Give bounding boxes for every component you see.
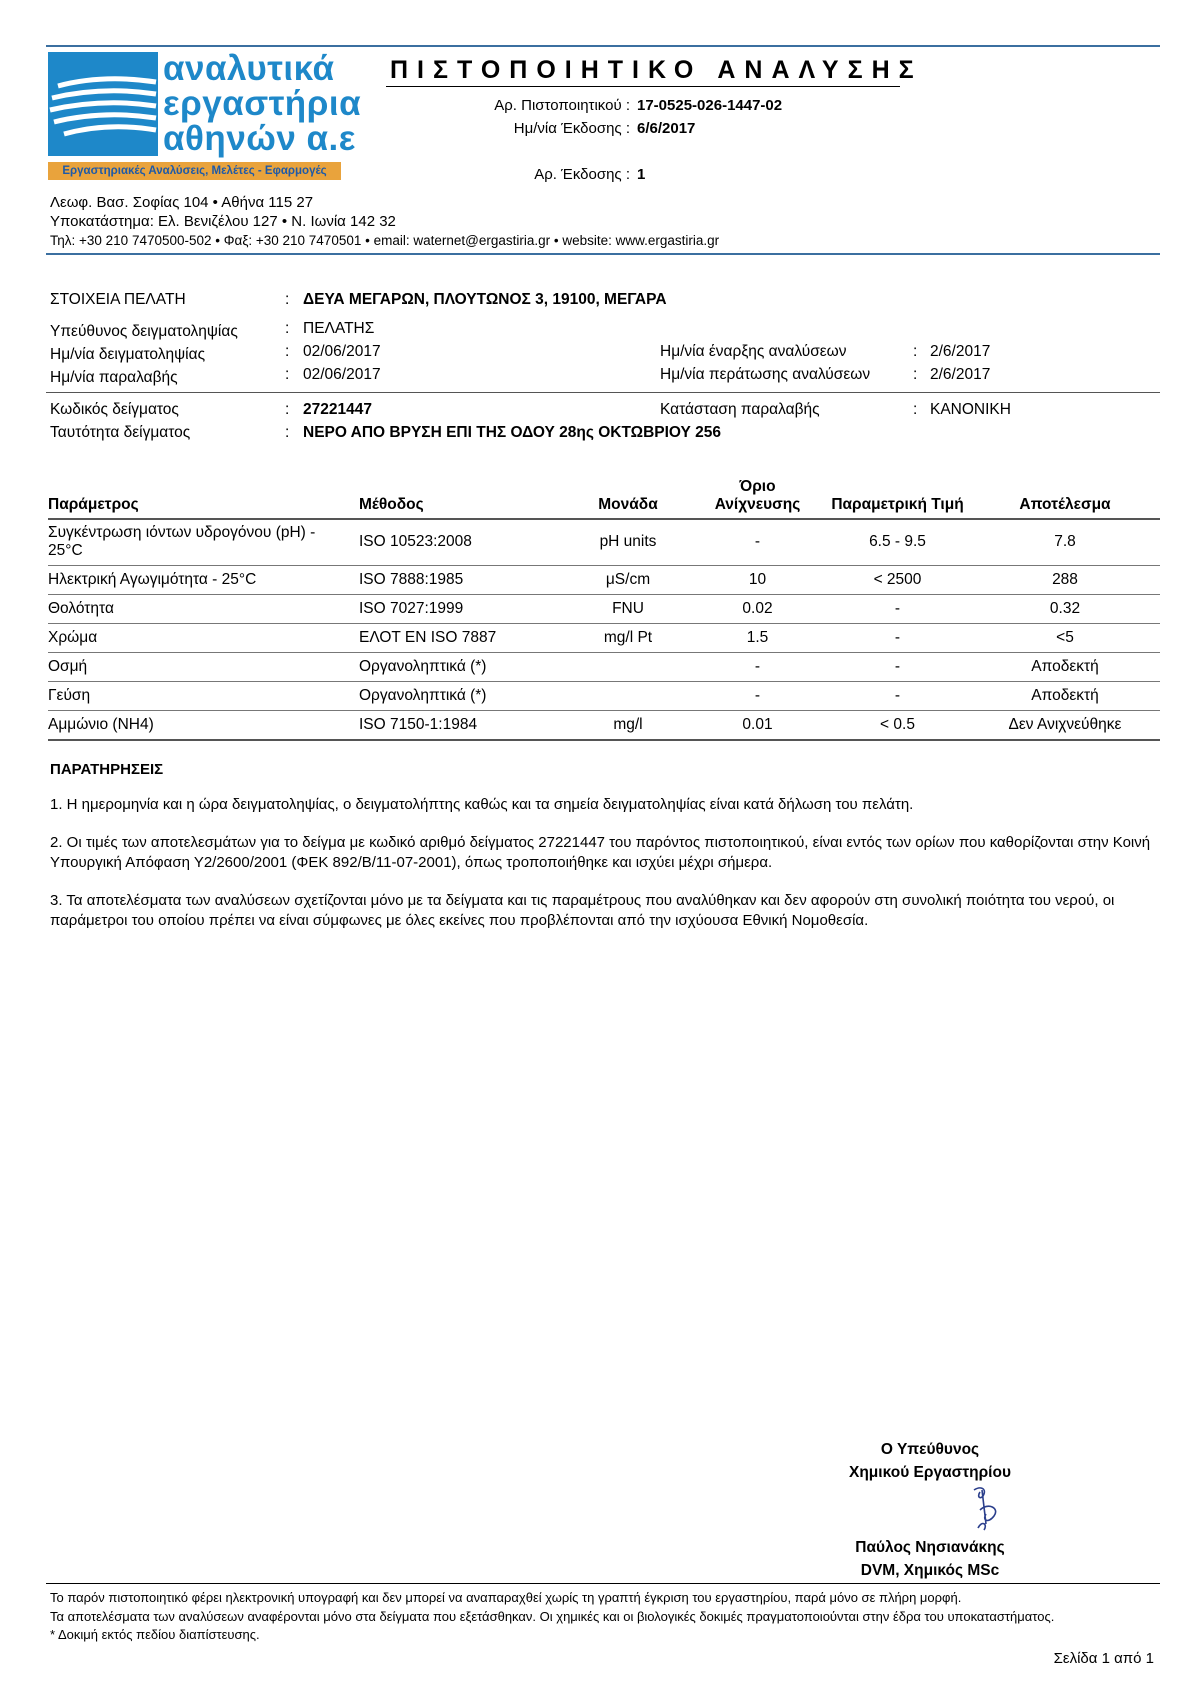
cell-method: ISO 7888:1985 bbox=[359, 565, 566, 594]
cell-limit: - bbox=[690, 652, 825, 681]
cell-method: ISO 7150-1:1984 bbox=[359, 710, 566, 740]
cell-unit: μS/cm bbox=[566, 565, 690, 594]
cell-param-value: < 2500 bbox=[825, 565, 970, 594]
cell-param: Οσμή bbox=[48, 652, 359, 681]
signature-name: Παύλος Νησιανάκης bbox=[855, 1539, 1005, 1556]
cell-result: 0.32 bbox=[970, 594, 1160, 623]
cell-limit: 10 bbox=[690, 565, 825, 594]
cell-limit: - bbox=[690, 519, 825, 565]
receipt-date-value: 02/06/2017 bbox=[303, 366, 381, 383]
logo-line-3: αθηνών α.ε bbox=[163, 119, 356, 158]
cell-result: 7.8 bbox=[970, 519, 1160, 565]
client-colon: : bbox=[285, 291, 290, 308]
header-limit-line-2: Ανίχνευσης bbox=[714, 496, 801, 513]
cell-unit: pH units bbox=[566, 519, 690, 565]
sampling-date-label: Ημ/νία δειγματοληψίας bbox=[50, 346, 206, 363]
cell-limit: 1.5 bbox=[690, 623, 825, 652]
footer-line-1: Το παρόν πιστοποιητικό φέρει ηλεκτρονική υπογραφή και δεν μπορεί να αναπαραχθεί χωρίς τη γραπτή έγκριση του εργαστηρίου, παρά μόνο σε πλήρη μορφή. bbox=[50, 1590, 962, 1605]
cell-param-value: < 0.5 bbox=[825, 710, 970, 740]
end-date-colon: : bbox=[913, 366, 918, 383]
receipt-status-label: Κατάσταση παραλαβής bbox=[660, 401, 820, 418]
results-header-row bbox=[48, 478, 1160, 519]
issue-no-value: 1 bbox=[637, 166, 646, 183]
address-line-2: Υποκατάστημα: Ελ. Βενιζέλου 127 • Ν. Ιωνία 142 32 bbox=[50, 213, 396, 230]
sample-code-value: 27221447 bbox=[303, 401, 372, 418]
sampler-colon: : bbox=[285, 320, 290, 337]
client-label: ΣΤΟΙΧΕΙΑ ΠΕΛΑΤΗ bbox=[50, 291, 186, 308]
cell-limit: 0.01 bbox=[690, 710, 825, 740]
header-unit: Μονάδα bbox=[566, 478, 690, 519]
cell-result: Αποδεκτή bbox=[970, 681, 1160, 710]
start-date-value: 2/6/2017 bbox=[930, 343, 991, 360]
cell-result: 288 bbox=[970, 565, 1160, 594]
cell-param-value: - bbox=[825, 681, 970, 710]
footer-rule bbox=[46, 1583, 1160, 1584]
sample-id-value: ΝΕΡΟ ΑΠΟ ΒΡΥΣΗ ΕΠΙ ΤΗΣ ΟΔΟΥ 28ης ΟΚΤΩΒΡΙΟΥ 256 bbox=[303, 424, 722, 441]
header-result: Αποτέλεσμα bbox=[970, 478, 1160, 519]
results-table bbox=[48, 478, 1160, 741]
receipt-status-value: ΚΑΝΟΝΙΚΗ bbox=[930, 401, 1011, 418]
table-row bbox=[48, 681, 1160, 710]
cell-param: Χρώμα bbox=[48, 623, 359, 652]
start-date-label: Ημ/νία έναρξης αναλύσεων bbox=[660, 343, 847, 360]
footer-line-2: Τα αποτελέσματα των αναλύσεων αναφέρονται μόνο στα δείγματα που εξετάσθηκαν. Οι χημικές και οι βιολογικές δοκιμές πραγματοποιούνται στην έδρα του υποκαταστήματος. bbox=[50, 1609, 1055, 1624]
table-row bbox=[48, 519, 1160, 565]
cert-no-label: Αρ. Πιστοποιητικού : bbox=[494, 97, 630, 114]
table-row bbox=[48, 710, 1160, 740]
sample-id-colon: : bbox=[285, 424, 290, 441]
signature-role-1: Ο Υπεύθυνος bbox=[880, 1441, 980, 1458]
title-underline bbox=[386, 86, 900, 87]
cell-param: Θολότητα bbox=[48, 594, 359, 623]
cell-limit: - bbox=[690, 681, 825, 710]
cell-param-value: - bbox=[825, 623, 970, 652]
remark-2: 2. Οι τιμές των αποτελεσμάτων για το δείγμα με κωδικό αριθμό δείγματος 27221447 του παρόντος πιστοποιητικού, είναι εντός των ορίων που καθορίζονται στην Κοινή Υπουργική Απόφαση Υ2/2600/2001 (ΦΕΚ 892/Β/11-07-2001), όπως τροποποιήθηκε και ισχύει μέχρι σήμερα. bbox=[50, 834, 1151, 871]
remarks-title: ΠΑΡΑΤΗΡΗΣΕΙΣ bbox=[50, 761, 164, 778]
document-title: ΠΙΣΤΟΠΟΙΗΤΙΚΟ ΑΝΑΛΥΣΗΣ bbox=[390, 56, 923, 84]
header-limit-line-1: Όριο bbox=[739, 478, 776, 495]
sample-code-label: Κωδικός δείγματος bbox=[50, 401, 179, 418]
cell-param: Ηλεκτρική Αγωγιμότητα - 25°C bbox=[48, 565, 359, 594]
header-method: Μέθοδος bbox=[359, 478, 566, 519]
cell-method: Οργανοληπτικά (*) bbox=[359, 681, 566, 710]
cell-param: Αμμώνιο (NH4) bbox=[48, 710, 359, 740]
cell-param-value: 6.5 - 9.5 bbox=[825, 519, 970, 565]
receipt-date-label: Ημ/νία παραλαβής bbox=[50, 369, 178, 386]
header-param-value: Παραμετρική Τιμή bbox=[825, 478, 970, 519]
issue-date-value: 6/6/2017 bbox=[637, 120, 696, 137]
end-date-label: Ημ/νία περάτωσης αναλύσεων bbox=[660, 366, 871, 383]
sampler-label: Υπεύθυνος δειγματοληψίας bbox=[50, 323, 238, 340]
cell-unit: mg/l bbox=[566, 710, 690, 740]
table-row bbox=[48, 565, 1160, 594]
cell-param: Γεύση bbox=[48, 681, 359, 710]
client-value: ΔΕΥΑ ΜΕΓΑΡΩΝ, ΠΛΟΥΤΩΝΟΣ 3, 19100, ΜΕΓΑΡΑ bbox=[303, 291, 667, 308]
signature-role-2: Χημικού Εργαστηρίου bbox=[849, 1464, 1011, 1481]
cell-result: Δεν Ανιχνεύθηκε bbox=[970, 710, 1160, 740]
table-row bbox=[48, 652, 1160, 681]
sampling-date-value: 02/06/2017 bbox=[303, 343, 381, 360]
top-rule bbox=[46, 45, 1160, 47]
footer-line-3: * Δοκιμή εκτός πεδίου διαπίστευσης. bbox=[50, 1627, 260, 1642]
signature-title: DVM, Χημικός MSc bbox=[860, 1562, 1000, 1579]
cell-param: Συγκέντρωση ιόντων υδρογόνου (pH) - 25°C bbox=[48, 519, 359, 565]
header-rule bbox=[46, 253, 1160, 255]
receipt-date-colon: : bbox=[285, 366, 290, 383]
table-row bbox=[48, 623, 1160, 652]
page-number: Σελίδα 1 από 1 bbox=[1053, 1650, 1154, 1667]
table-row bbox=[48, 594, 1160, 623]
logo-line-2: εργαστήρια bbox=[163, 84, 362, 123]
sampler-value: ΠΕΛΑΤΗΣ bbox=[303, 320, 375, 337]
cell-method: Οργανοληπτικά (*) bbox=[359, 652, 566, 681]
start-date-colon: : bbox=[913, 343, 918, 360]
signature-scribble-icon bbox=[960, 1484, 1010, 1534]
cert-no-value: 17-0525-026-1447-02 bbox=[637, 97, 783, 114]
logo-line-1: αναλυτικά bbox=[163, 49, 335, 88]
cell-unit: mg/l Pt bbox=[566, 623, 690, 652]
end-date-value: 2/6/2017 bbox=[930, 366, 991, 383]
cell-unit bbox=[566, 681, 690, 710]
sampling-date-colon: : bbox=[285, 343, 290, 360]
address-line-1: Λεωφ. Βασ. Σοφίας 104 • Αθήνα 115 27 bbox=[50, 194, 314, 211]
cell-unit bbox=[566, 652, 690, 681]
sample-code-colon: : bbox=[285, 401, 290, 418]
sample-id-label: Ταυτότητα δείγματος bbox=[50, 424, 191, 441]
remark-1: 1. Η ημερομηνία και η ώρα δειγματοληψίας, ο δειγματολήπτης καθώς και τα σημεία δειγματοληψίας είναι κατά δήλωση του πελάτη. bbox=[50, 796, 914, 813]
issue-date-label: Ημ/νία Έκδοσης : bbox=[513, 120, 630, 137]
cell-limit: 0.02 bbox=[690, 594, 825, 623]
cell-param-value: - bbox=[825, 652, 970, 681]
logo-waves-icon bbox=[48, 52, 158, 156]
cell-result: Αποδεκτή bbox=[970, 652, 1160, 681]
cell-result: <5 bbox=[970, 623, 1160, 652]
header-limit bbox=[690, 478, 825, 519]
cell-unit: FNU bbox=[566, 594, 690, 623]
logo-mark bbox=[48, 52, 158, 156]
issue-no-label: Αρ. Έκδοσης : bbox=[534, 166, 630, 183]
header-param: Παράμετρος bbox=[48, 478, 359, 519]
cell-method: ISO 10523:2008 bbox=[359, 519, 566, 565]
client-divider bbox=[46, 392, 1160, 393]
receipt-status-colon: : bbox=[913, 401, 918, 418]
cell-method: ISO 7027:1999 bbox=[359, 594, 566, 623]
cell-param-value: - bbox=[825, 594, 970, 623]
address-line-3: Τηλ: +30 210 7470500-502 • Φαξ: +30 210 7470501 • email: waternet@ergastiria.gr • website: www.ergastiria.gr bbox=[50, 233, 720, 248]
cell-method: ΕΛΟΤ EN ISO 7887 bbox=[359, 623, 566, 652]
logo-tagline: Εργαστηριακές Αναλύσεις, Μελέτες - Εφαρμογές bbox=[48, 162, 341, 180]
remark-3: 3. Τα αποτελέσματα των αναλύσεων σχετίζονται μόνο με τα δείγματα και τις παραμέτρους που αναλύθηκαν και δεν αφορούν στη συνολική ποιότητα του νερού, οι παράμετροι του οποίου πρέπει να είναι σύμφωνες με όλες εκείνες που προβλέπονται από την ισχύουσα Εθνική Νομοθεσία. bbox=[50, 892, 1115, 929]
